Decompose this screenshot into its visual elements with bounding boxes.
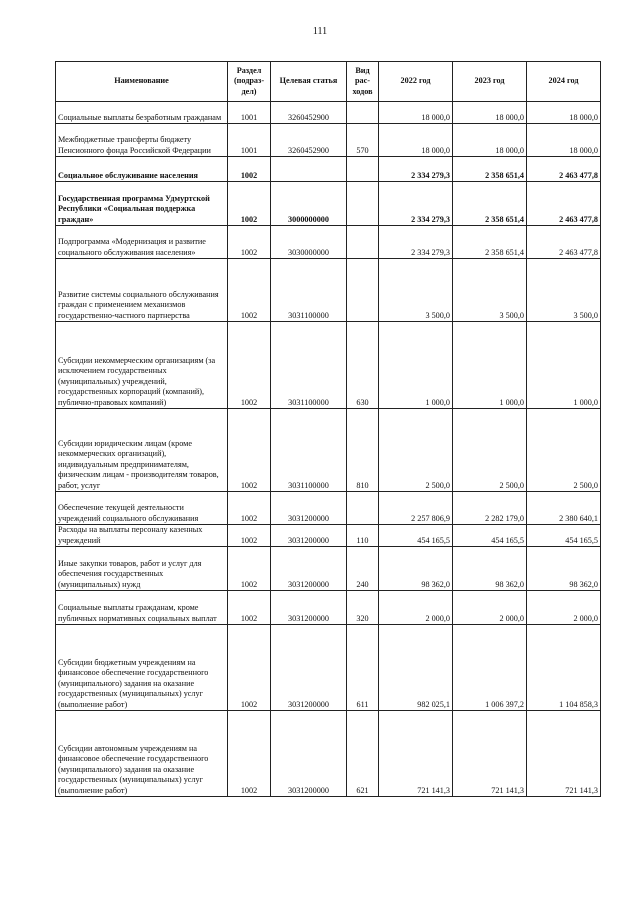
row-value-2022: 721 141,3 <box>379 711 453 797</box>
table-row <box>56 157 601 182</box>
table-row <box>56 547 601 591</box>
row-target: 3031100000 <box>271 322 347 409</box>
header-expense-type: Вид рас-ходов <box>347 62 379 102</box>
table-row <box>56 182 601 226</box>
row-section: 1002 <box>228 591 271 625</box>
row-value-2023: 721 141,3 <box>453 711 527 797</box>
row-value-2024: 2 463 477,8 <box>527 182 601 226</box>
row-section: 1002 <box>228 525 271 547</box>
row-value-2022: 982 025,1 <box>379 625 453 711</box>
row-value-2024: 18 000,0 <box>527 102 601 124</box>
table-row <box>56 124 601 157</box>
row-value-2022: 18 000,0 <box>379 102 453 124</box>
row-expense-type: 810 <box>347 409 379 492</box>
row-section: 1002 <box>228 625 271 711</box>
row-name: Расходы на выплаты персоналу казенных учреждений <box>56 525 228 547</box>
row-value-2023: 2 358 651,4 <box>453 226 527 259</box>
row-value-2023: 18 000,0 <box>453 124 527 157</box>
table-row <box>56 322 601 409</box>
table-row <box>56 259 601 322</box>
row-target: 3031200000 <box>271 711 347 797</box>
row-value-2024: 2 463 477,8 <box>527 157 601 182</box>
row-value-2024: 721 141,3 <box>527 711 601 797</box>
row-value-2022: 1 000,0 <box>379 322 453 409</box>
row-name: Субсидии некоммерческим организациям (за исключением государственных (муниципальных) учреждений, государственных корпораций (компаний), публично-правовых компаний) <box>56 322 228 409</box>
row-name: Субсидии автономным учреждениям на финансовое обеспечение государственного (муниципального) задания на оказание государственных (муниципальных) услуг (выполнение работ) <box>56 711 228 797</box>
row-section: 1002 <box>228 182 271 226</box>
row-expense-type: 621 <box>347 711 379 797</box>
row-value-2023: 1 006 397,2 <box>453 625 527 711</box>
row-name: Развитие системы социального обслуживания граждан с применением механизмов государственно-частного партнерства <box>56 259 228 322</box>
row-name: Социальное обслуживание населения <box>56 157 228 182</box>
row-value-2024: 1 104 858,3 <box>527 625 601 711</box>
row-value-2022: 2 257 806,9 <box>379 492 453 525</box>
row-value-2023: 2 358 651,4 <box>453 182 527 226</box>
row-target: 3030000000 <box>271 226 347 259</box>
row-expense-type <box>347 102 379 124</box>
row-name: Социальные выплаты безработным гражданам <box>56 102 228 124</box>
table-header-row <box>56 62 601 102</box>
row-target: 3031100000 <box>271 409 347 492</box>
table-row <box>56 492 601 525</box>
row-value-2024: 18 000,0 <box>527 124 601 157</box>
row-expense-type: 110 <box>347 525 379 547</box>
row-value-2024: 3 500,0 <box>527 259 601 322</box>
row-value-2023: 1 000,0 <box>453 322 527 409</box>
row-target: 3031200000 <box>271 625 347 711</box>
row-expense-type <box>347 259 379 322</box>
header-target: Целевая статья <box>271 62 347 102</box>
row-value-2022: 454 165,5 <box>379 525 453 547</box>
row-name: Подпрограмма «Модернизация и развитие социального обслуживания населения» <box>56 226 228 259</box>
row-value-2023: 2 358 651,4 <box>453 157 527 182</box>
row-value-2024: 2 500,0 <box>527 409 601 492</box>
row-value-2024: 2 000,0 <box>527 591 601 625</box>
row-section: 1002 <box>228 322 271 409</box>
row-target: 3031200000 <box>271 591 347 625</box>
row-name: Государственная программа Удмуртской Республики «Социальная поддержка граждан» <box>56 182 228 226</box>
row-name: Социальные выплаты гражданам, кроме публичных нормативных социальных выплат <box>56 591 228 625</box>
table-row <box>56 711 601 797</box>
header-name: Наименование <box>56 62 228 102</box>
header-2022: 2022 год <box>379 62 453 102</box>
row-target <box>271 157 347 182</box>
row-target: 3031100000 <box>271 259 347 322</box>
row-value-2022: 18 000,0 <box>379 124 453 157</box>
row-name: Субсидии бюджетным учреждениям на финансовое обеспечение государственного (муниципального) задания на оказание государственных (муниципальных) услуг (выполнение работ) <box>56 625 228 711</box>
header-section: Раздел (подраз-дел) <box>228 62 271 102</box>
row-expense-type: 611 <box>347 625 379 711</box>
row-expense-type: 570 <box>347 124 379 157</box>
row-value-2024: 98 362,0 <box>527 547 601 591</box>
row-value-2023: 3 500,0 <box>453 259 527 322</box>
row-name: Межбюджетные трансферты бюджету Пенсионного фонда Российской Федерации <box>56 124 228 157</box>
row-value-2023: 18 000,0 <box>453 102 527 124</box>
row-section: 1002 <box>228 492 271 525</box>
row-section: 1002 <box>228 711 271 797</box>
row-value-2022: 2 334 279,3 <box>379 226 453 259</box>
row-target: 3260452900 <box>271 124 347 157</box>
row-value-2023: 2 500,0 <box>453 409 527 492</box>
row-value-2022: 2 334 279,3 <box>379 157 453 182</box>
table-row <box>56 591 601 625</box>
row-expense-type <box>347 157 379 182</box>
row-value-2023: 2 000,0 <box>453 591 527 625</box>
row-value-2023: 2 282 179,0 <box>453 492 527 525</box>
row-value-2022: 3 500,0 <box>379 259 453 322</box>
row-expense-type <box>347 182 379 226</box>
table-row <box>56 409 601 492</box>
row-value-2024: 2 380 640,1 <box>527 492 601 525</box>
budget-table <box>55 61 601 797</box>
row-target: 3031200000 <box>271 525 347 547</box>
page-number: 111 <box>312 26 328 37</box>
row-name: Иные закупки товаров, работ и услуг для обеспечения государственных (муниципальных) нужд <box>56 547 228 591</box>
row-section: 1002 <box>228 409 271 492</box>
row-expense-type <box>347 226 379 259</box>
row-expense-type: 240 <box>347 547 379 591</box>
table-row <box>56 226 601 259</box>
row-value-2022: 2 334 279,3 <box>379 182 453 226</box>
row-section: 1002 <box>228 157 271 182</box>
row-target: 3000000000 <box>271 182 347 226</box>
row-value-2023: 98 362,0 <box>453 547 527 591</box>
row-section: 1001 <box>228 102 271 124</box>
row-name: Субсидии юридическим лицам (кроме некоммерческих организаций), индивидуальным предпринимателям, физическим лицам - производителям товаров, работ, услуг <box>56 409 228 492</box>
row-section: 1001 <box>228 124 271 157</box>
table-row <box>56 625 601 711</box>
row-value-2024: 454 165,5 <box>527 525 601 547</box>
row-section: 1002 <box>228 547 271 591</box>
row-name: Обеспечение текущей деятельности учреждений социального обслуживания <box>56 492 228 525</box>
row-target: 3260452900 <box>271 102 347 124</box>
row-value-2022: 2 000,0 <box>379 591 453 625</box>
row-expense-type <box>347 492 379 525</box>
row-value-2024: 2 463 477,8 <box>527 226 601 259</box>
row-expense-type: 630 <box>347 322 379 409</box>
table-row <box>56 525 601 547</box>
row-target: 3031200000 <box>271 547 347 591</box>
row-value-2024: 1 000,0 <box>527 322 601 409</box>
header-2024: 2024 год <box>527 62 601 102</box>
header-2023: 2023 год <box>453 62 527 102</box>
row-section: 1002 <box>228 259 271 322</box>
row-target: 3031200000 <box>271 492 347 525</box>
row-value-2022: 98 362,0 <box>379 547 453 591</box>
row-value-2023: 454 165,5 <box>453 525 527 547</box>
row-value-2022: 2 500,0 <box>379 409 453 492</box>
table-row <box>56 102 601 124</box>
row-expense-type: 320 <box>347 591 379 625</box>
row-section: 1002 <box>228 226 271 259</box>
